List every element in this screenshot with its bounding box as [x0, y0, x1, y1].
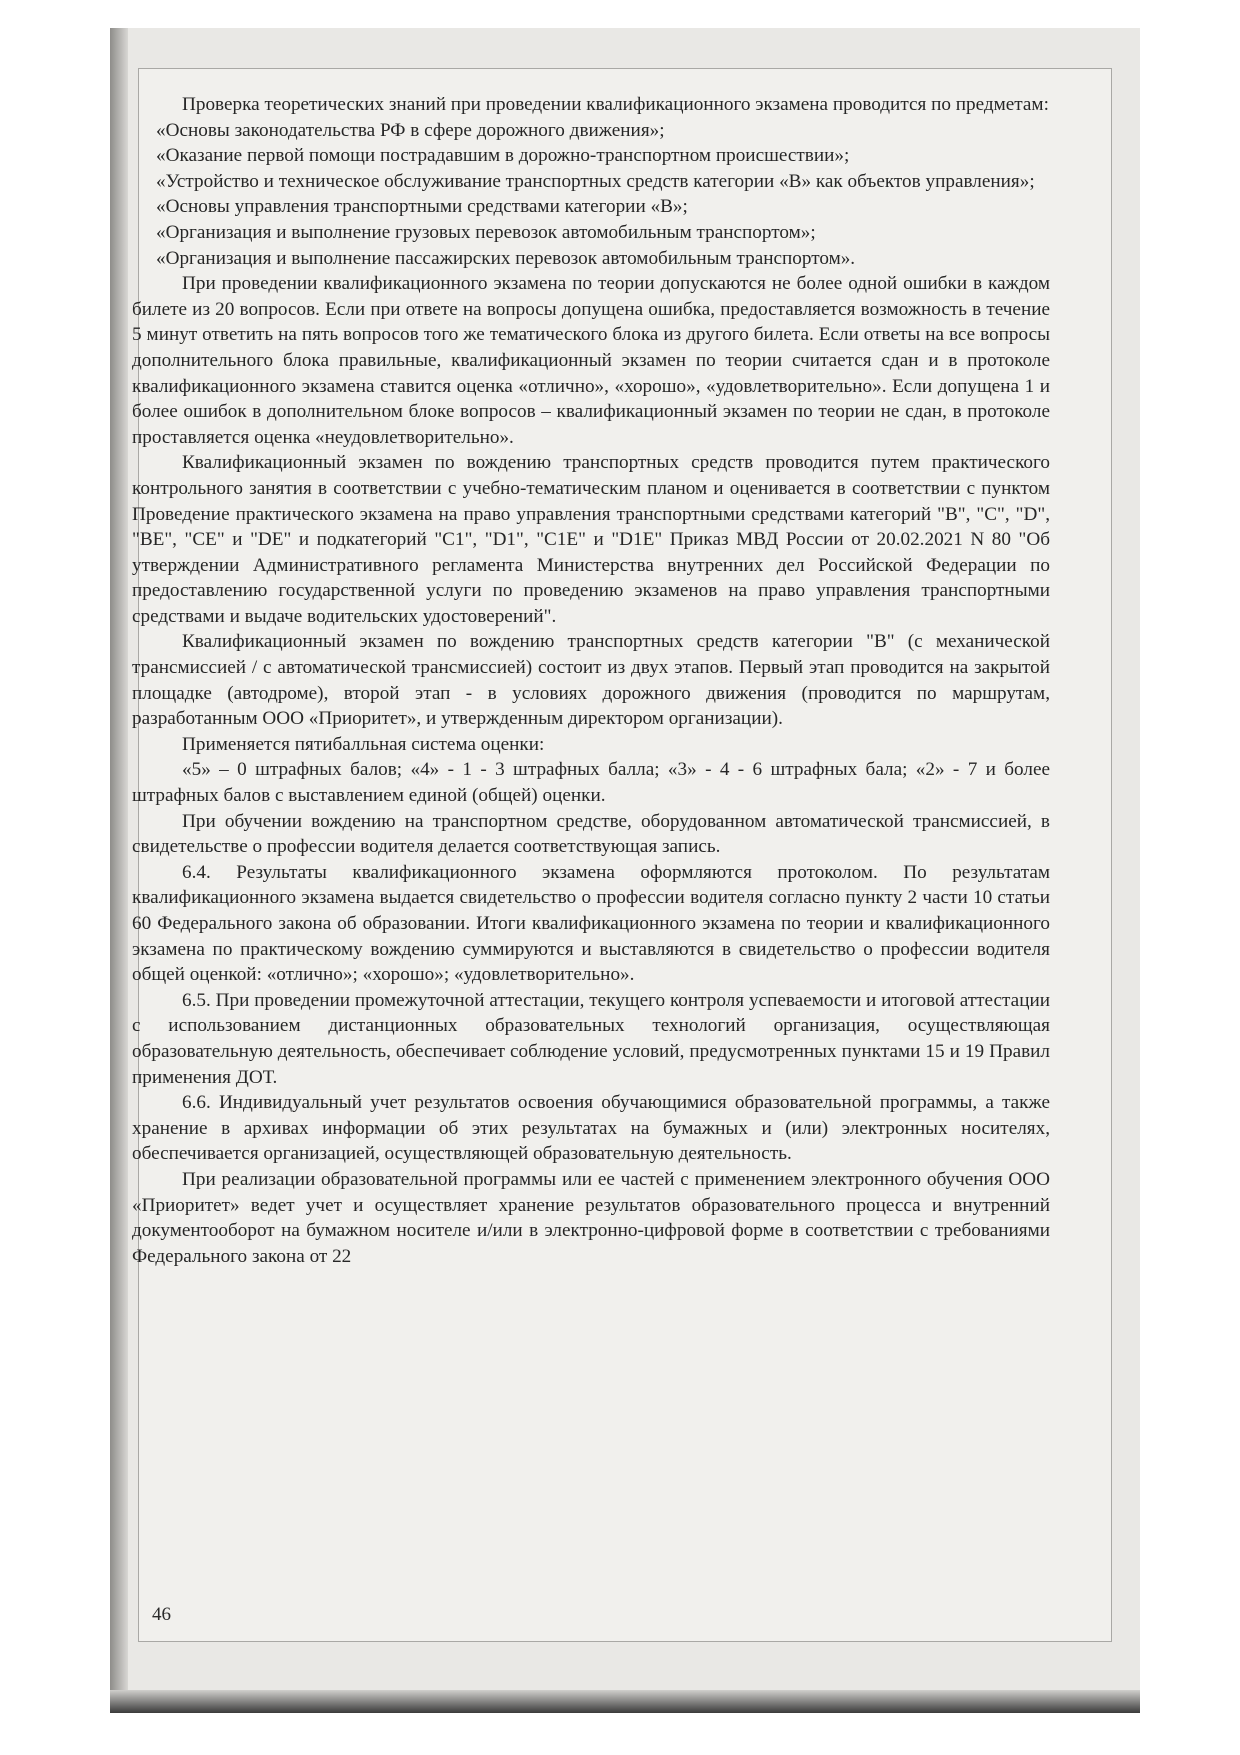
page-edge-shadow [110, 28, 128, 1713]
paragraph-theory-exam: При проведении квалификационного экзамена по теории допускаются не более одной ошибки в каждом билете из 20 вопросов. Если при ответе на вопросы допущена ошибка, предоставляется возможность в течение 5 минут ответить на пять вопросов того же тематического блока из другого билета. Если ответы на все вопросы дополнительного блока правильные, квалификационный экзамен по теории считается сдан и в протоколе квалификационного экзамена ставится оценка «отлично», «хорошо», «удовлетворительно». Если допущена 1 и более ошибок в дополнительном блоке вопросов – квалификационный экзамен по теории не сдан, в протоколе проставляется оценка «неудовлетворительно». [132, 273, 1050, 448]
paragraph-section-6-4: 6.4. Результаты квалификационного экзамена оформляются протоколом. По результатам квалификационного экзамена выдается свидетельство о профессии водителя согласно пункту 2 части 10 статьи 60 Федерального закона об образовании. Итоги квалификационного экзамена по теории и квалификационного экзамена по практическому вождению суммируются и выставляются в свидетельство о профессии водителя общей оценкой: «отлично»; «хорошо»; «удовлетворительно». [132, 861, 1050, 986]
paragraph-e-learning: При реализации образовательной программы или ее частей с применением электронного обучения ООО «Приоритет» ведет учет и осуществляет хранение результатов образовательного процесса и внутренний документооборот на бумажном носителе и/или в электронно-цифровой форме в соответствии с требованиями Федерального закона от 22 [132, 1168, 1050, 1267]
scan-bottom-edge [110, 1690, 1140, 1713]
subject-item: «Оказание первой помощи пострадавшим в дорожно-транспортном происшествии»; [156, 145, 850, 167]
subject-item: «Основы управления транспортными средствами категории «В»; [156, 196, 688, 218]
subject-item: «Основы законодательства РФ в сфере дорожного движения»; [156, 119, 665, 141]
paragraph-automatic-transmission: При обучении вождению на транспортном средстве, оборудованном автоматической трансмиссией, в свидетельстве о профессии водителя делается соответствующая запись. [132, 810, 1050, 858]
subject-item: «Организация и выполнение пассажирских перевозок автомобильным транспортом». [156, 247, 856, 269]
paragraph-category-b-exam: Квалификационный экзамен по вождению транспортных средств категории "В" (с механической трансмиссией / с автоматической трансмиссией) состоит из двух этапов. Первый этап проводится на закрытой площадке (автодроме), второй этап - в условиях дорожного движения (проводится по маршрутам, разработанным ООО «Приоритет», и утвержденным директором организации). [132, 631, 1050, 730]
document-body [132, 92, 1050, 1269]
subject-item: «Организация и выполнение грузовых перевозок автомобильным транспортом»; [156, 221, 816, 243]
paragraph-section-6-5: 6.5. При проведении промежуточной аттестации, текущего контроля успеваемости и итоговой аттестации с использованием дистанционных образовательных технологий организация, осуществляющая образовательную деятельность, обеспечивает соблюдение условий, предусмотренных пунктами 15 и 19 Правил применения ДОТ. [132, 989, 1050, 1088]
subject-item: «Устройство и техническое обслуживание транспортных средств категории «В» как объектов управления»; [156, 170, 1035, 192]
paragraph-grading-system: Применяется пятибалльная система оценки: [182, 733, 545, 755]
paragraph-grading-scale: «5» – 0 штрафных балов; «4» - 1 - 3 штрафных балла; «3» - 4 - 6 штрафных бала; «2» - 7 и более штрафных балов с выставлением единой (общей) оценки. [132, 759, 1050, 807]
paragraph-intro: Проверка теоретических знаний при проведении квалификационного экзамена проводится по предметам: [182, 94, 1049, 115]
paragraph-section-6-6: 6.6. Индивидуальный учет результатов освоения обучающимися образовательной программы, а также хранение в архивах информации об этих результатах на бумажных и (или) электронных носителях, обеспечивается организацией, осуществляющей образовательную деятельность. [132, 1092, 1050, 1165]
page-number: 46 [152, 1604, 171, 1625]
paragraph-driving-exam: Квалификационный экзамен по вождению транспортных средств проводится путем практического контрольного занятия в соответствии с учебно-тематическим планом и оценивается в соответствии с пунктом Проведение практического экзамена на право управления транспортными средствами категорий "B", "C", "D", "BE", "CE" и "DE" и подкатегорий "C1", "D1", "C1E" и "D1E" Приказ МВД России от 20.02.2021 N 80 "Об утверждении Административного регламента Министерства внутренних дел Российской Федерации по предоставлению государственной услуги по проведению экзаменов на право управления транспортными средствами и выдаче водительских удостоверений". [132, 452, 1050, 627]
